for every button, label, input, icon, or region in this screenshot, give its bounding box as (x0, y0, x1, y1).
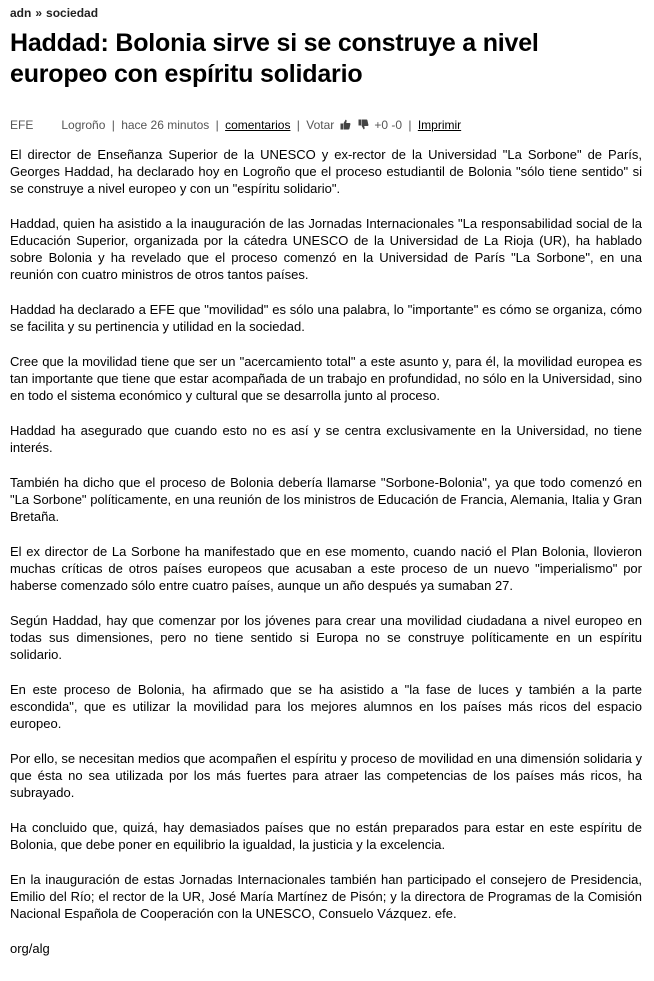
article-paragraph: En este proceso de Bolonia, ha afirmado que se ha asistido a "la fase de luces y también a la parte escondida", que es utilizar la movilidad para los mejores alumnos en los países más ricos del espacio europeo. (10, 682, 642, 731)
article-paragraph: En la inauguración de estas Jornadas Internacionales también han participado el consejero de Presidencia, Emilio del Río; el rector de la UR, José María Martínez de Pisón; y la directora de Programas de la Comisión Nacional Española de Cooperación con la UNESCO, Consuelo Vázquez. efe. (10, 872, 642, 921)
timestamp: hace 26 minutos (121, 118, 210, 132)
breadcrumb-separator: » (35, 6, 43, 20)
vote-score: +0 -0 (374, 118, 403, 132)
article-meta (10, 117, 461, 133)
article-paragraph: Según Haddad, hay que comenzar por los jóvenes para crear una movilidad ciudadana a nivel europeo en todas sus dimensiones, pero no tiene sentido si Europa no se construye políticamente en un espíritu solidario. (10, 613, 642, 662)
article-paragraph: Haddad ha asegurado que cuando esto no es así y se centra exclusivamente en la Universidad, no tiene interés. (10, 423, 642, 455)
thumbs-up-icon[interactable] (340, 118, 351, 129)
meta-divider: | (296, 118, 300, 132)
article-body (10, 146, 642, 975)
meta-divider: | (215, 118, 219, 132)
source-label: EFE (10, 118, 34, 132)
article-paragraph: El director de Enseñanza Superior de la UNESCO y ex-rector de la Universidad "La Sorbone" de París, Georges Haddad, ha declarado hoy en Logroño que el proceso estudiantil de Bolonia "sólo tiene sentido" si se construye a nivel europeo y con un "espíritu solidario". (10, 147, 642, 196)
breadcrumb (10, 5, 98, 21)
meta-divider: | (408, 118, 412, 132)
article-paragraph: También ha dicho que el proceso de Bolonia debería llamarse "Sorbone-Bolonia", ya que todo comenzó en "La Sorbone" políticamente, en una reunión de los ministros de Educación de Francia, Alemania, Italia y Gran Bretaña. (10, 475, 642, 524)
article-headline: Haddad: Bolonia sirve si se construye a nivel europeo con espíritu solidario (10, 29, 539, 88)
article-paragraph: Cree que la movilidad tiene que ser un "acercamiento total" a este asunto y, para él, la movilidad europea es tan importante que tiene que estar acompañada de un trabajo en profundidad, no sólo en la Universidad, sino en todo el sistema económico y cultural que se desarrolla junto al proceso. (10, 354, 642, 403)
article-paragraph: Haddad ha declarado a EFE que "movilidad" es sólo una palabra, lo "importante" es cómo se organiza, cómo se facilita y su pertinencia y utilidad en la sociedad. (10, 302, 642, 334)
breadcrumb-home-link[interactable]: adn (10, 6, 32, 20)
article-paragraph: El ex director de La Sorbone ha manifestado que en ese momento, cuando nació el Plan Bolonia, llovieron muchas críticas de otros países europeos que acusaban a este proceso de un nuevo "imperialismo" por haberse comenzado sólo entre cuatro países, aunque un año después ya sumaban 27. (10, 544, 642, 593)
article-paragraph: Ha concluido que, quizá, hay demasiados países que no están preparados para estar en este espíritu de Bolonia, que debe poner en equilibrio la igualdad, la justicia y la excelencia. (10, 820, 642, 852)
meta-divider: | (111, 118, 115, 132)
location-label: Logroño (61, 118, 106, 132)
print-link[interactable]: Imprimir (417, 118, 462, 132)
article-paragraph: Por ello, se necesitan medios que acompañen el espíritu y proceso de movilidad en una dimensión solidaria y que ésta no sea utilizada por los más fuertes para atraer las competencias de los países más ricos, ha subrayado. (10, 751, 642, 800)
article-paragraph: Haddad, quien ha asistido a la inauguración de las Jornadas Internacionales "La responsabilidad social de la Educación Superior, organizada por la cátedra UNESCO de la Universidad de La Rioja (UR), ha hablado sobre Bolonia y ha revelado que el proceso comenzó en la Universidad de París "La Sorbone", en una reunión con cuatro ministros de otros tantos países. (10, 216, 642, 282)
breadcrumb-section-link[interactable]: sociedad (46, 6, 99, 20)
thumbs-down-icon[interactable] (358, 118, 369, 129)
article-signature: org/alg (10, 941, 50, 956)
comments-link[interactable]: comentarios (225, 118, 291, 132)
vote-label: Votar (306, 118, 335, 132)
